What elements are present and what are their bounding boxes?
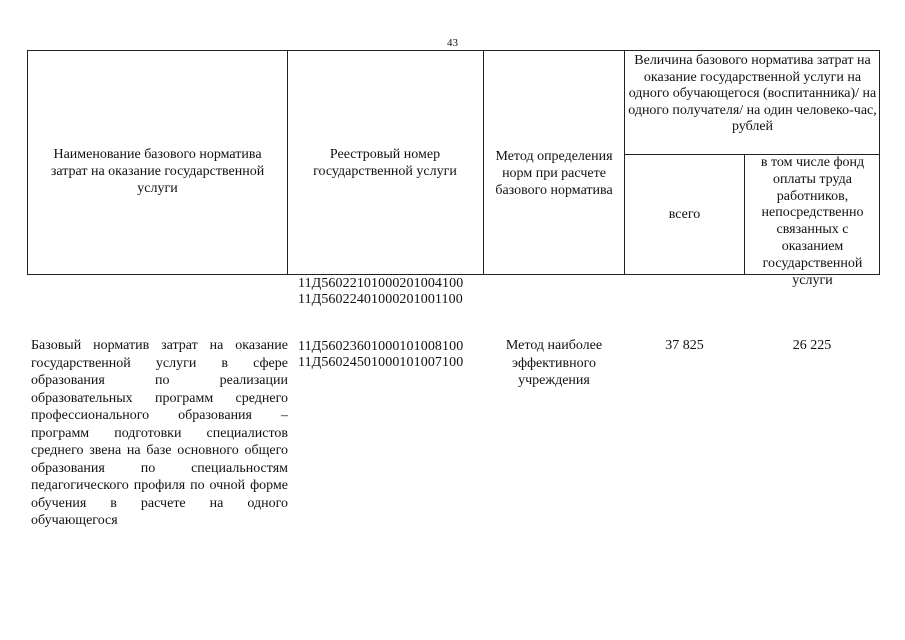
registry-code: 11Д56022101000201004100 bbox=[298, 276, 464, 291]
header-total-column: всего bbox=[668, 207, 701, 222]
carryover-code-list bbox=[298, 276, 463, 308]
header-value-group: Величина базового норматива затрат на оказание государственной услуги на одного обучающегося (воспитанника)/ на одного получателя/ на один человеко-час, рублей bbox=[628, 53, 877, 134]
header-name-column: Наименование базового норматива затрат на оказание государственной услуги bbox=[50, 147, 265, 196]
header-wage-fund-column: в том числе фонд оплаты труда работников, непосредственно связанных с оказанием государственной услуги bbox=[760, 155, 865, 288]
registry-code: 11Д56024501000101007100 bbox=[298, 355, 464, 370]
row-code-list bbox=[298, 339, 463, 371]
row-wage-fund: 26 225 bbox=[792, 338, 832, 353]
registry-code: 11Д56022401000201001100 bbox=[298, 292, 463, 307]
row-method: Метод наиболее эффективного учреждения bbox=[505, 338, 603, 388]
header-method-column: Метод определения норм при расчете базового норматива bbox=[495, 149, 613, 198]
header-registry-column: Реестровый номер государственной услуги bbox=[313, 147, 457, 179]
column-divider bbox=[744, 154, 745, 274]
column-divider bbox=[287, 51, 288, 274]
row-total: 37 825 bbox=[665, 338, 704, 353]
registry-code: 11Д56023601000101008100 bbox=[298, 339, 464, 354]
page-number: 43 bbox=[447, 37, 458, 49]
column-divider bbox=[483, 51, 484, 274]
column-divider bbox=[624, 51, 625, 274]
row-name: Базовый норматив затрат на оказание государственной услуги в сфере образования по реализации образовательных программ среднего профессионального образования – программ подготовки специалистов среднего звена на базе основного общего образования по специальностям педагогического профиля по очной форме обучения в расчете на одного обучающегося bbox=[31, 338, 288, 528]
